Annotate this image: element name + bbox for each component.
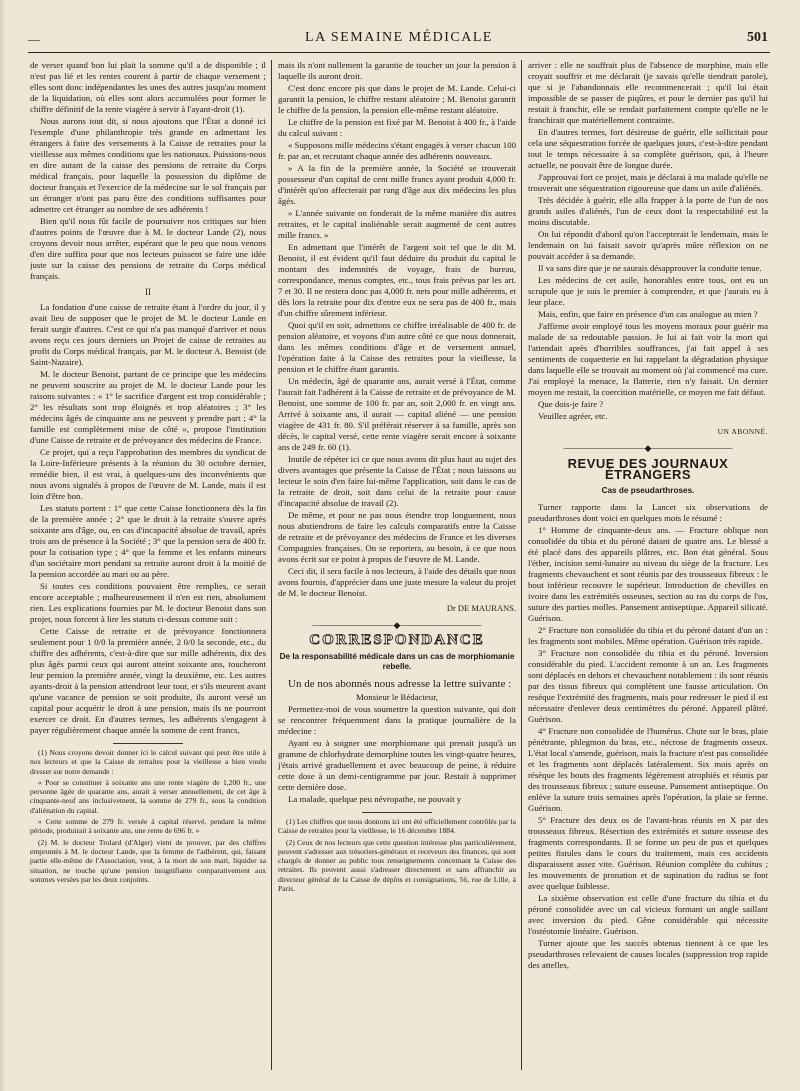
- paragraph: J'affirme avoir employé tous les moyens moraux pour guérir ma malade de sa redoutable passion. Je lui ai fait voir la mort qui l'attendait après d'horribles souffrances, j'ai fait appel à ses sentiments de coquetterie en lui rappelant la dégradation physique dans laquelle elle se trouvait au moment où j'ai commencé ma cure. J'ai employé la menace, la flatterie, rien n'y faisait. Un dernier moyen me restait, la coercition matérielle, ce moyen me fait défaut.: [528, 321, 768, 397]
- paragraph: La sixième observation est celle d'une fracture du tibia et du péroné consolidée avec un cal vicieux formant un angle saillant avec inversion du pied. Gêne considérable qui nécessite l'ostéotomie linéaire. Guérison.: [528, 893, 768, 936]
- footnote: » Cette somme de 279 fr. versée à capital réservé, pendant la même période, produirait à soixante ans, une rente de 696 fr. »: [30, 817, 266, 836]
- letter-signature: UN ABONNÉ.: [717, 427, 768, 436]
- paragraph: arriver : elle ne souffrait plus de l'absence de morphine, mais elle croyait souffrir et me déclarait (je savais qu'elle tiendrait parole), que si je l'abandonnais elle recommencerait ; qu'il lui était impossible de se passer de piqûres, et pour le dernier pas qu'il lui restait à franchir, elle se rendait parfaitement compte qu'elle ne le franchirait que matériellement contrainte.: [528, 60, 768, 125]
- paragraph: Veuillez agréer, etc.: [538, 411, 608, 421]
- letter-salutation: Monsieur le Rédacteur,: [356, 692, 438, 702]
- paragraph: En d'autres termes, fort désireuse de guérir, elle sollicitait pour cela une séquestration forcée de quelques jours, c'est-à-dire pendant tout le temps nécessaire à sa complète guérison, qui, à l'heure actuelle, ne pouvait être de longue durée.: [528, 127, 768, 170]
- paragraph: 2° Fracture non consolidée du tibia et du péroné datant d'un an : les fragments sont mobiles. Même opération. Guérison très rapide.: [528, 625, 768, 646]
- journal-title: LA SEMAINE MÉDICALE: [305, 30, 493, 45]
- paragraph: M. le docteur Benoist, partant de ce principe que les médecins ne peuvent souscrire au projet de M. le docteur Lande pour les raisons suivantes : « 1° le sacrifice d'argent est trop considérable ; 2° les résultats sont trop éloignés et trop aléatoires ; 3° les médecins âgés de cinquante ans ne peuvent y prendre part ; 4° la famille est complètement mise de côté », propose l'institution d'une Caisse de retraite et de prévoyance des médecins de France.: [30, 369, 266, 445]
- paragraph: Que dois-je faire ?: [538, 399, 604, 409]
- footnote: « Pour se constituer à soixante ans une rente viagère de 1,200 fr., une personne âgée de quarante ans, aurait à verser annuellement, de cet âge à cinquante-neuf ans inclusivement, la somme de 279 fr., sous la condition d'aliénation du capital.: [30, 777, 266, 815]
- paragraph: En admettant que l'intérêt de l'argent soit tel que le dit M. Benoist, il est évident qu'il faut déduire du produit du capital le montant des indemnités de voyage, frais de bureau, correspondance, menus comptes, etc., tous frais prévus par les art. 7 et 30. Il ne restera donc pas 4,000 fr. nets pour mille adhérents, et dès lors la retraite pour dix d'entre eux ne sera pas de 400 fr., mais d'un chiffre sûrement inférieur.: [278, 242, 516, 318]
- column-middle: [278, 60, 516, 1070]
- paragraph: Les médecins de cet asile, honorables entre tous, ont eu un scrupule que je suis le premier à comprendre, et que j'aurais eu à leur place.: [528, 275, 768, 307]
- footnote: (2) M. le docteur Trolard (d'Alger) vient de prouver, par des chiffres empruntés à M. le docteur Lande, que la femme de l'adhérent, qui, faisant partie elle-même de l'Association, veut, à la mort de son mari, liquider sa situation, ne touche qu'une pension insignifiante comparativement aux sommes versées par les deux conjoints.: [30, 837, 266, 884]
- paragraph: » A la fin de la première année, la Société se trouverait possesseur d'un capital de cent mille francs ayant produit 4,000 fr. d'intérêt qu'on affecterait par rang d'âge aux dix médecins les plus âgés.: [278, 163, 516, 206]
- paragraph: 4° Fracture non consolidée de l'humérus. Chute sur le bras, plaie pénétrante, phlegmon du bras, etc., nécrose de fragments osseux. L'état local s'amende, guérison, mais la fracture n'est pas consolidée et les fragments sont déplacés latéralement. Six mois après on résèque les bouts des fragments légèrement atrophiés et réunis par des trousseaux fibreux ; suture osseuse. Pansement antiseptique. On enlève la suture trois semaines après l'opération, la plaie se ferme. Guérison.: [528, 726, 768, 813]
- ornament-divider-icon: ―――――――――◆―――――――――: [563, 443, 733, 453]
- paragraph: mais ils n'ont nullement la garantie de toucher un jour la pension à laquelle ils auront droit.: [278, 60, 516, 81]
- paragraph: J'approuvai fort ce projet, mais je déclarai à ma malade qu'elle ne trouverait une séquestration rigoureuse que dans un asile d'aliénés.: [528, 172, 768, 193]
- section-title-correspondance: CORRESPONDANCE: [309, 632, 485, 648]
- paragraph: Ceci dit, il sera facile à nos lecteurs, à l'aide des détails que nous avons fournis, d'apprécier dans une juste mesure la valeur du projet de M. le docteur Benoist.: [278, 566, 516, 598]
- section-number: II: [145, 287, 151, 297]
- paragraph: Ayant eu à soigner une morphiomane qui prenait jusqu'à un gramme de chlorhydrate demorphine toutes les vingt-quatre heures, j'étais arrivé graduellement et avec beaucoup de peine, à réduire cette dose à un demi-centigramme par jour. Restait à supprimer cette dernière dose.: [278, 738, 516, 792]
- paragraph: De même, et pour ne pas nous étendre trop longuement, nous nous abstiendrons de faire les calculs comparatifs entre la Caisse de retraite et de prévoyance des médecins de France et les diverses Compagnies françaises. On se reportera, au besoin, à ce que nous avons écrit sur ce point à propos de l'œuvre de M. Lande.: [278, 510, 516, 564]
- paragraph: 1° Homme de cinquante-deux ans. — Fracture oblique non consolidée du tibia et du péroné datant de quatre ans. Le blessé a été placé dans des appareils plâtres, etc. Bon état général. Sous l'éther, incision semi-lunaire au niveau du siège de la fracture. Les fragments chevauchent et sont réunis par des trousseaux fibreux : le bout inférieur recouvre le supérieur. Introduction de chevilles en ivoire dans les extrémités osseuses, section au ras du corps de l'os, suture des parties molles. Pansement antiseptique. Appareil silicaté. Guérison.: [528, 525, 768, 623]
- paragraph: Ce projet, qui a reçu l'approbation des membres du syndicat de la Loire-Inférieure présents à la réunion du 30 octobre dernier, remédie bien, il est vrai, à quelques-uns des inconvénients que nous avons signalés à propos de l'œuvre de M. Lande, mais il est loin d'être bon.: [30, 447, 266, 501]
- article-subheading: De la responsabilité médicale dans un cas de morphiomanie rebelle.: [279, 652, 515, 671]
- paragraph: Il va sans dire que je ne saurais désapprouver la conduite tenue.: [538, 263, 762, 273]
- paragraph: Turner ajoute que les succès obtenus tiennent à ce que les pseudarthroses relevaient de causes locales (suppression trop rapide des attelles,: [528, 938, 768, 970]
- paragraph: Mais, enfin, que faire en présence d'un cas analogue au mien ?: [538, 309, 758, 319]
- paragraph: « Supposons mille médecins s'étant engagés à verser chacun 100 fr. par an, et recrutant chaque année des adhérents nouveaux.: [278, 140, 516, 161]
- paragraph: de verser quand bon lui plait la somme qu'il a de disponible ; il n'est pas lié et les rentes courent à partir de chaque versement ; elles sont donc indépendantes les unes des autres jusqu'au moment de la liquidation, où elles sont alors accumulées pour former le chiffre définitif de la rente viagère à servir à l'ayant-droit (1).: [30, 60, 266, 114]
- paragraph: » L'année suivante on fonderait de la même manière dix autres retraites, et le capital inaliénable serait augmenté de cent autres mille francs. »: [278, 208, 516, 240]
- paragraph: Le chiffre de la pension est fixé par M. Benoist à 400 fr., à l'aide du calcul suivant :: [278, 117, 516, 138]
- paragraph: Nous aurons tout dit, si nous ajoutons que l'État a donné ici l'exemple d'une philanthropie très grande en admettant les étrangers à faire des versements à la Caisse de retraites pour la vieillesse aux mêmes conditions que les nationaux. Puissions-nous en dire autant de la caisse des pensions de retraite du Corps médical français, pour laquelle la possession du diplôme de docteur français et l'exercice de la médecine sur le sol français par un étranger n'ont pas paru être des conditions suffisantes pour admettre cet étranger au nombre de ses adhérents !: [30, 116, 266, 214]
- column-rule-1: [271, 60, 272, 1070]
- article-subheading: Cas de pseudarthroses.: [601, 486, 695, 495]
- paragraph: Les statuts portent : 1° que cette Caisse fonctionnera dès la fin de la première année ; 2° que le droit à la retraite s'ouvre après soixante ans d'âge, ou, en cas d'incapacité absolue de travail, après trois ans de présence à la Société ; 3° que la pension sera de 400 fr. pour la cotisation type ; 4° que la femme et les enfants mineurs d'un sociétaire mort pendant sa retraite auront droit à la moitié de la pension accordée au mari ou au père.: [30, 503, 266, 579]
- paragraph: Permettez-moi de vous soumettre la question suivante, qui doit se rencontrer fréquemment dans la pratique journalière de la médecine :: [278, 704, 516, 736]
- paragraph: La malade, quelque peu névropathe, ne pouvait y: [288, 794, 462, 804]
- paragraph: La fondation d'une caisse de retraite étant à l'ordre du jour, il y avait lieu de supposer que le projet de M. le docteur Lande en ferait surgir d'autres. C'est ce qui n'a pas manqué d'arriver et nous avons reçu ces jours derniers un Projet de caisse de retraites au profit du Corps médical français, par M. le docteur A. Benoist (de Saint-Nazaire).: [30, 302, 266, 367]
- ornament-divider-icon: ―――――――――◆―――――――――: [312, 620, 482, 630]
- paragraph: On lui répondit d'abord qu'on l'accepterait le lendemain, mais le lendemain on lui faisait savoir qu'après mûre réflexion on ne pouvait accéder à sa demande.: [528, 229, 768, 261]
- page-gutter-shadow: [0, 0, 6, 1091]
- author-signature: Dr DE MAURANS.: [446, 603, 516, 613]
- footnote-rule: [362, 812, 432, 813]
- paragraph: 5° Fracture des deux os de l'avant-bras réunis en X par des trousseaux fibreux. Résection des extrémités et suture osseuse des fragments correspondants. Il se forme un peu de pus et quelques petites fistules dans le cours du traitement, mais ces accidents disparaissent assez vite. Guérison. Réunion complète du cubitus ; les mouvements de pronation et de supination du radius se font avec quelque faiblesse.: [528, 815, 768, 891]
- paragraph: Bien qu'il nous fût facile de poursuivre nos critiques sur bien d'autres points de l'œuvre due à M. le docteur Lande (2), nous croyons devoir nous arrêter, espérant que le peu que nous venons d'en dire suffira pour que nos lecteurs puissent se faire une idée juste sur la caisse des pensions de retraite du Corps médical français.: [30, 216, 266, 281]
- paragraph: Inutile de répéter ici ce que nous avons dit plus haut au sujet des divers avantages que présente la Caisse de l'État ; nous laissons au lecteur le soin d'en faire lui-même l'application, soit dans le cas de la retraite de droit, soit dans celui de la retraite pour cause d'incapacité absolue de travail (2).: [278, 454, 516, 508]
- running-header: [28, 30, 770, 53]
- paragraph: Quoi qu'il en soit, admettons ce chiffre irréalisable de 400 fr. de pension aléatoire, et voyons d'un autre côté ce que nous donnerait, dans les mêmes conditions d'âge et de versement annuel, l'opération faite à la Caisse des retraites pour la vieillesse, la pension et le chiffre étant garantis.: [278, 320, 516, 374]
- paragraph: Si toutes ces conditions pouvaient être remplies, ce serait encore acceptable ; malheureusement il n'en est rien, absolument rien. Les explications fournies par M. le docteur Benoist dans son projet, nous forcent à lire les statuts ci-dessus comme suit :: [30, 581, 266, 624]
- paragraph: C'est donc encore pis que dans le projet de M. Lande. Celui-ci garantit la pension, le chiffre restant aléatoire ; M. Benoist garantit le chiffre de la pension, la pension elle-même restant aléatoire.: [278, 83, 516, 115]
- section-title-revue: REVUE DES JOURNAUX ÉTRANGERS: [567, 456, 729, 482]
- paragraph: Cette Caisse de retraite et de prévoyance fonctionnera seulement pour 1 0/0 la première année, 2 0/0 la seconde, etc., du chiffre des adhérents, c'est-à-dire que sur mille adhérents, dix des plus âgés parmi ceux qui auront atteint soixante ans, toucheront leur pension la première année, vingt la deuxième, etc. Les autres ayants-droit à la pension attendront leur tour, et s'ils meurent avant qu'une vacance de pension se soit produite, ils auront versé un capital pour acquérir le droit à une pension, mais ils ne pourront exercer ce droit. En d'autres termes, les adhérents s'engagent à payer régulièrement chaque année la somme de cent francs,: [30, 626, 266, 735]
- lead-paragraph: Un de nos abonnés nous adresse la lettre suivante :: [288, 678, 512, 690]
- paragraph: Très décidée à guérir, elle alla frapper à la porte de l'un de nos grands asiles d'aliénés, l'un de ceux dont la respectabilité est la moins discutable.: [528, 195, 768, 227]
- column-rule-2: [521, 60, 522, 1070]
- column-right: [528, 60, 768, 1070]
- paragraph: 3° Fracture non consolidée du tibia et du péroné. Inversion considérable du pied. L'accident remonte à un an. Les fragments sont déplacés en dehors et chevauchent notablement : ils sont réunis par des tissus fibreux qui complètent une fausse articulation. On resèque l'extrémité des fragments, mais pour redresser le pied il est nécessaire d'enlever deux centimètres du péroné. Appareil plâtré. Guérison.: [528, 648, 768, 724]
- header-left-mark: —: [28, 32, 40, 46]
- footnote-rule: [113, 743, 183, 744]
- footnote: (1) Nous croyons devoir donner ici le calcul suivant qui peut être utile à nos lecteurs et que la Caisse de retraites pour la vieillesse a bien voulu dresser sur notre demande :: [30, 748, 266, 776]
- page-number: 501: [747, 30, 768, 45]
- paragraph: Un médecin, âgé de quarante ans, aurait versé à l'État, comme l'aurait fait l'adhérent à la Caisse de retraite et de prévoyance de M. Benoist, une somme de 100 fr. par an, soit 2,000 fr. en vingt ans. Arrivé à soixante ans, il aurait — capital aliéné — une pension viagère de 431 fr. 80. S'il préférait réserver à sa famille, après son décès, le capital versé, cette rente viagère serait encore à soixante ans de 249 fr. 60 (1).: [278, 376, 516, 452]
- column-left: [30, 60, 266, 1070]
- paragraph: Turner rapporte dans la Lancet six observations de pseudarthroses dont voici en quelques mots le résumé :: [528, 502, 768, 523]
- footnote: (2) Ceux de nos lecteurs que cette question intéresse plus particulièrement, peuvent s'adresser aux trésoriers-généraux et receveurs des finances, qui sont chargés de donner au public tous renseignements concernant la Caisse des retraites. Ils peuvent aussi s'adresser directement et sans affranchir au directeur général de la Caisse de dépôts et consignations, 56, rue de Lille, à Paris.: [278, 837, 516, 894]
- footnote: (1) Les chiffres que nous donnons ici ont été officiellement contrôlés par la Caisse de retraites pour la vieillesse, le 16 décembre 1884.: [278, 817, 516, 836]
